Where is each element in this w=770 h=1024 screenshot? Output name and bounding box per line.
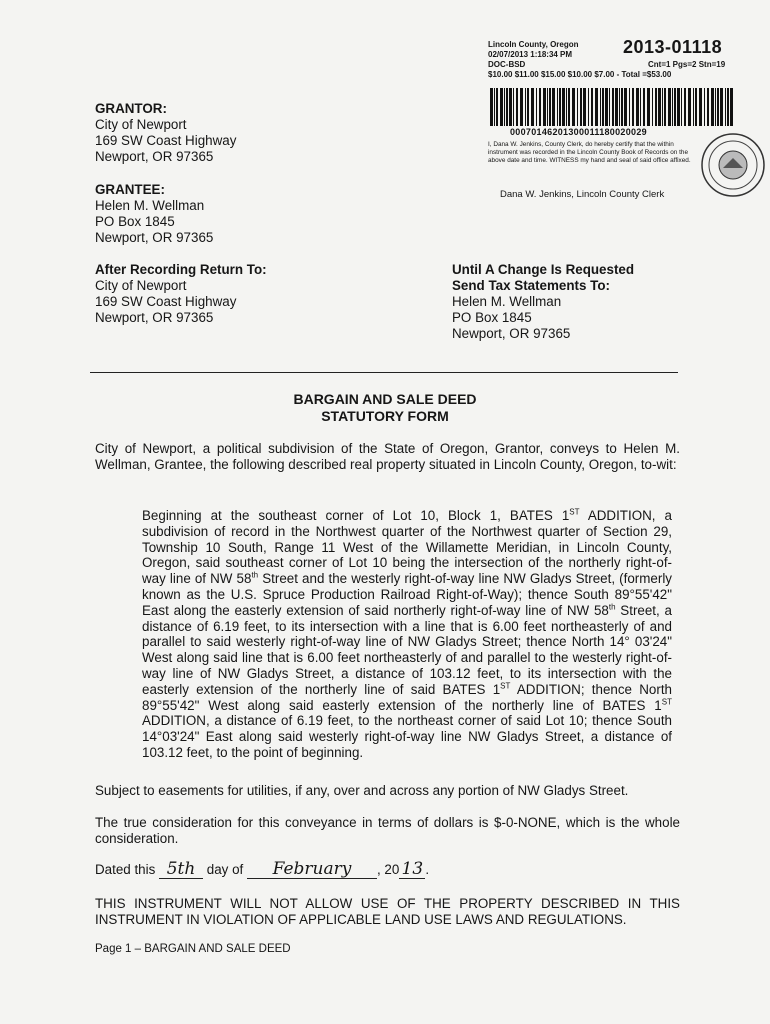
handwritten-day: 5th bbox=[159, 862, 203, 879]
grantee-line: PO Box 1845 bbox=[95, 214, 175, 229]
stamp-fees: $10.00 $11.00 $15.00 $10.00 $7.00 - Total =$53.00 bbox=[488, 70, 672, 79]
stamp-doc-type: DOC-BSD bbox=[488, 60, 526, 69]
consideration-paragraph: The true consideration for this conveyance in terms of dollars is $-0-NONE, which is the whole consideration. bbox=[95, 815, 680, 846]
return-to-line: 169 SW Coast Highway bbox=[95, 294, 237, 309]
legal-sup: ST bbox=[661, 697, 672, 707]
tax-heading-2: Send Tax Statements To: bbox=[452, 278, 610, 293]
grantee-block bbox=[95, 182, 213, 246]
legal-text: Beginning at the southeast corner of Lot 10, Block 1, BATES 1 bbox=[142, 508, 570, 523]
county-seal-icon bbox=[700, 132, 766, 198]
return-to-line: City of Newport bbox=[95, 278, 187, 293]
clerk-signature-line: Dana W. Jenkins, Lincoln County Clerk bbox=[500, 189, 665, 200]
legal-text: Street, a distance of 6.19 feet, to its intersection with a line that is 6.00 feet northeasterly of and parallel to said westerly right-of-way line of NW Gladys Street; thence North 14° 03'24" West along said line that is 6.00 feet northeasterly of and parallel to the westerly right-of-way line of NW Gladys Street, a distance of 103.12 feet, to its intersection with the easterly extension of the northerly line of said BATES 1 bbox=[142, 602, 672, 697]
grantor-line: City of Newport bbox=[95, 117, 187, 132]
grantor-line: Newport, OR 97365 bbox=[95, 149, 214, 164]
intro-paragraph: City of Newport, a political subdivision of the State of Oregon, Grantor, conveys to Helen M. Wellman, Grantee, the following described real property situated in Lincoln County, Oregon, to-wit: bbox=[95, 441, 680, 472]
return-to-block bbox=[95, 262, 267, 326]
return-to-heading: After Recording Return To: bbox=[95, 262, 267, 277]
dated-mid: day of bbox=[206, 862, 244, 877]
legal-description bbox=[142, 508, 672, 761]
handwritten-month: February bbox=[247, 862, 377, 879]
recording-stamp bbox=[488, 37, 750, 200]
deed-title-line1: BARGAIN AND SALE DEED bbox=[293, 391, 477, 407]
tax-line: Helen M. Wellman bbox=[452, 294, 562, 309]
barcode-image bbox=[488, 88, 734, 126]
dated-prefix: Dated this bbox=[95, 862, 156, 877]
legal-text: ADDITION, a subdivision of record in the Northwest quarter of the Northwest quarter of Section 29, Township 10 South, Range 11 West of the Willamette Meridian, in Lincoln County, Oregon, said southeast corner of Lot 10 being the intersection of the northerly right-of-way line of NW 58 bbox=[142, 508, 672, 587]
grantor-block bbox=[95, 101, 236, 165]
divider bbox=[90, 372, 678, 373]
legal-sup: ST bbox=[500, 681, 511, 691]
legal-sup: ST bbox=[569, 507, 580, 517]
grantor-heading: GRANTOR: bbox=[95, 101, 167, 116]
grantee-heading: GRANTEE: bbox=[95, 182, 165, 197]
tax-statements-block bbox=[452, 262, 634, 342]
stamp-datetime: 02/07/2013 1:18:34 PM bbox=[488, 50, 573, 59]
tax-line: PO Box 1845 bbox=[452, 310, 532, 325]
record-number: 2013-01118 bbox=[623, 37, 723, 57]
return-to-line: Newport, OR 97365 bbox=[95, 310, 214, 325]
tax-heading-1: Until A Change Is Requested bbox=[452, 262, 635, 277]
grantee-line: Newport, OR 97365 bbox=[95, 230, 214, 245]
grantor-line: 169 SW Coast Highway bbox=[95, 133, 237, 148]
land-use-warning: THIS INSTRUMENT WILL NOT ALLOW USE OF THE PROPERTY DESCRIBED IN THIS INSTRUMENT IN VIOLATION OF APPLICABLE LAND USE LAWS AND REGULATIONS. bbox=[95, 896, 680, 927]
stamp-counts: Cnt=1 Pgs=2 Stn=19 bbox=[648, 60, 726, 69]
dated-suffix: . bbox=[425, 862, 430, 877]
stamp-county: Lincoln County, Oregon bbox=[488, 40, 579, 49]
handwritten-year: 13 bbox=[399, 862, 425, 879]
deed-title-line2: STATUTORY FORM bbox=[321, 408, 449, 424]
legal-text: ADDITION, a distance of 6.19 feet, to the northeast corner of said Lot 10; thence South 14°03'24" East along said westerly right-of-way line NW Gladys Street, a distance of 103.12 feet, to the point of beginning. bbox=[142, 713, 672, 760]
grantee-line: Helen M. Wellman bbox=[95, 198, 205, 213]
legal-text: Street and the westerly right-of-way line NW Gladys Street, (formerly known as the U.S. Spruce Production Railroad Right-of-Way); thence South 89°55'42" East along the easterly extension of said northerly right-of-way line of NW 58 bbox=[142, 571, 672, 618]
legal-text: ADDITION; thence North 89°55'42" West along said easterly extension of the northerly line of BATES 1 bbox=[142, 681, 672, 713]
clerk-certification: I, Dana W. Jenkins, County Clerk, do hereby certify that the within instrument was recorded in the Lincoln County Book of Records on the above date and time. WITNESS my hand and seal of said office affixed. bbox=[488, 141, 691, 164]
dated-year-prefix: , 20 bbox=[376, 862, 400, 877]
tax-line: Newport, OR 97365 bbox=[452, 326, 571, 341]
deed-title bbox=[0, 391, 770, 425]
legal-sup: th bbox=[608, 602, 616, 612]
barcode-number: 00070146201300011180020029 bbox=[510, 127, 647, 137]
subject-paragraph: Subject to easements for utilities, if any, over and across any portion of NW Gladys Street. bbox=[95, 783, 629, 798]
dated-line bbox=[95, 859, 680, 879]
page-footer: Page 1 – BARGAIN AND SALE DEED bbox=[95, 943, 291, 955]
legal-sup: th bbox=[251, 570, 259, 580]
